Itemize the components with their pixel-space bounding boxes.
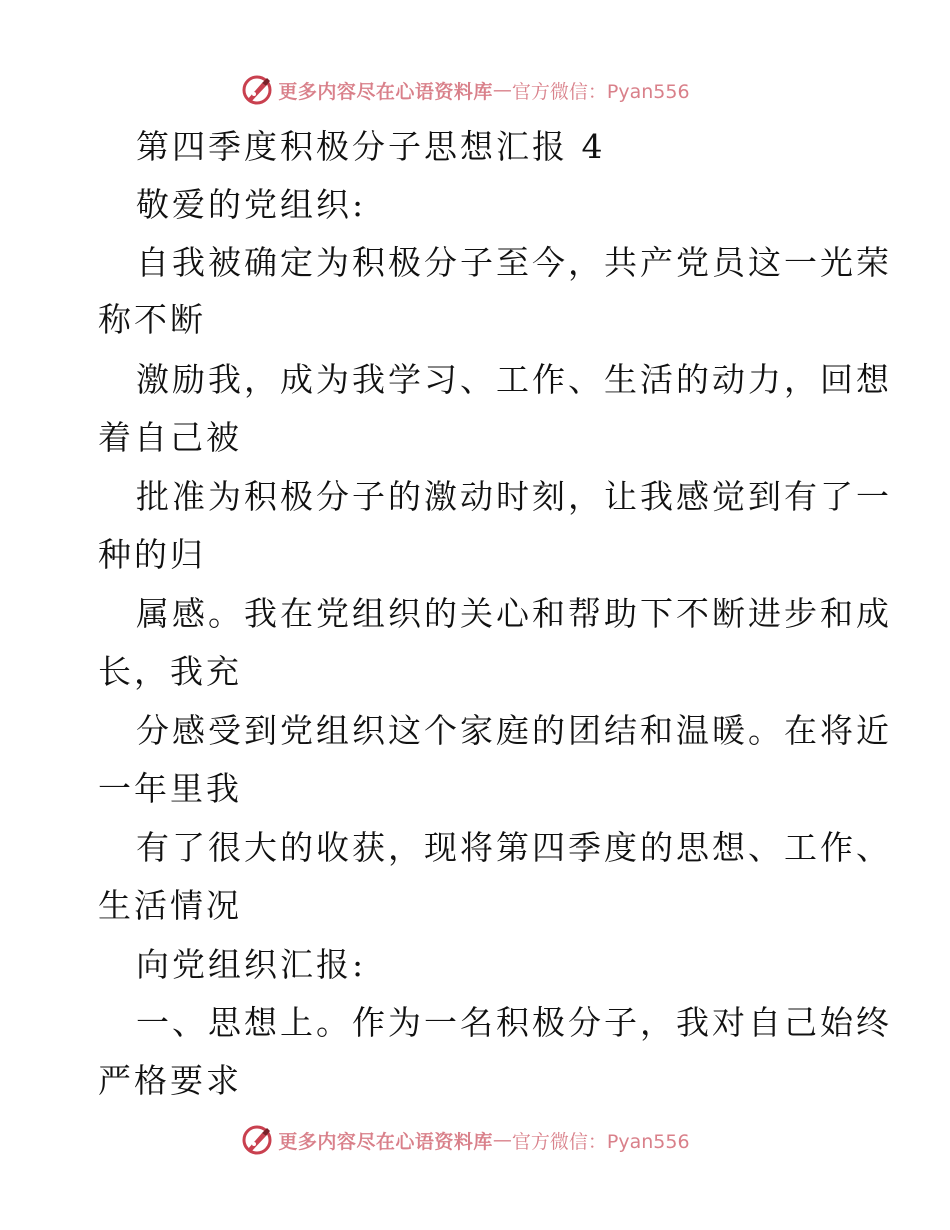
- pen-seal-logo-icon: [240, 1123, 274, 1157]
- doc-line: 严格要求: [98, 1061, 242, 1100]
- doc-line: 长，我充: [98, 652, 242, 691]
- salutation: 敬爱的党组织:: [136, 185, 367, 224]
- footer-watermark: [0, 1120, 950, 1160]
- doc-line: 向党组织汇报:: [136, 945, 367, 984]
- doc-line: 一年里我: [98, 769, 242, 808]
- doc-line: 激励我，成为我学习、工作、生活的动力，回想: [136, 360, 892, 399]
- pen-seal-logo-icon: [240, 73, 274, 107]
- doc-line: 自我被确定为积极分子至今，共产党员这一光荣: [136, 243, 892, 282]
- doc-line: 属感。我在党组织的关心和帮助下不断进步和成: [136, 594, 892, 633]
- doc-line: 生活情况: [98, 886, 242, 925]
- doc-line: 称不断: [98, 300, 206, 339]
- watermark-title: 更多内容尽在心语资料库: [278, 80, 493, 103]
- watermark-dash: —: [492, 79, 512, 101]
- watermark-title: 更多内容尽在心语资料库: [278, 1130, 493, 1153]
- doc-title: 第四季度积极分子思想汇报 4: [136, 127, 606, 166]
- watermark-wechat: 官方微信：Pyan556: [511, 1130, 690, 1153]
- doc-line: 种的归: [98, 535, 206, 574]
- doc-line: 分感受到党组织这个家庭的团结和温暖。在将近: [136, 711, 892, 750]
- header-watermark: [0, 70, 950, 110]
- watermark-wechat: 官方微信：Pyan556: [511, 80, 690, 103]
- watermark-dash: —: [492, 1129, 512, 1151]
- doc-line: 批准为积极分子的激动时刻，让我感觉到有了一: [136, 477, 892, 516]
- doc-line: 有了很大的收获，现将第四季度的思想、工作、: [136, 828, 892, 867]
- doc-line: 一、思想上。作为一名积极分子，我对自己始终: [136, 1003, 892, 1042]
- doc-line: 着自己被: [98, 418, 242, 457]
